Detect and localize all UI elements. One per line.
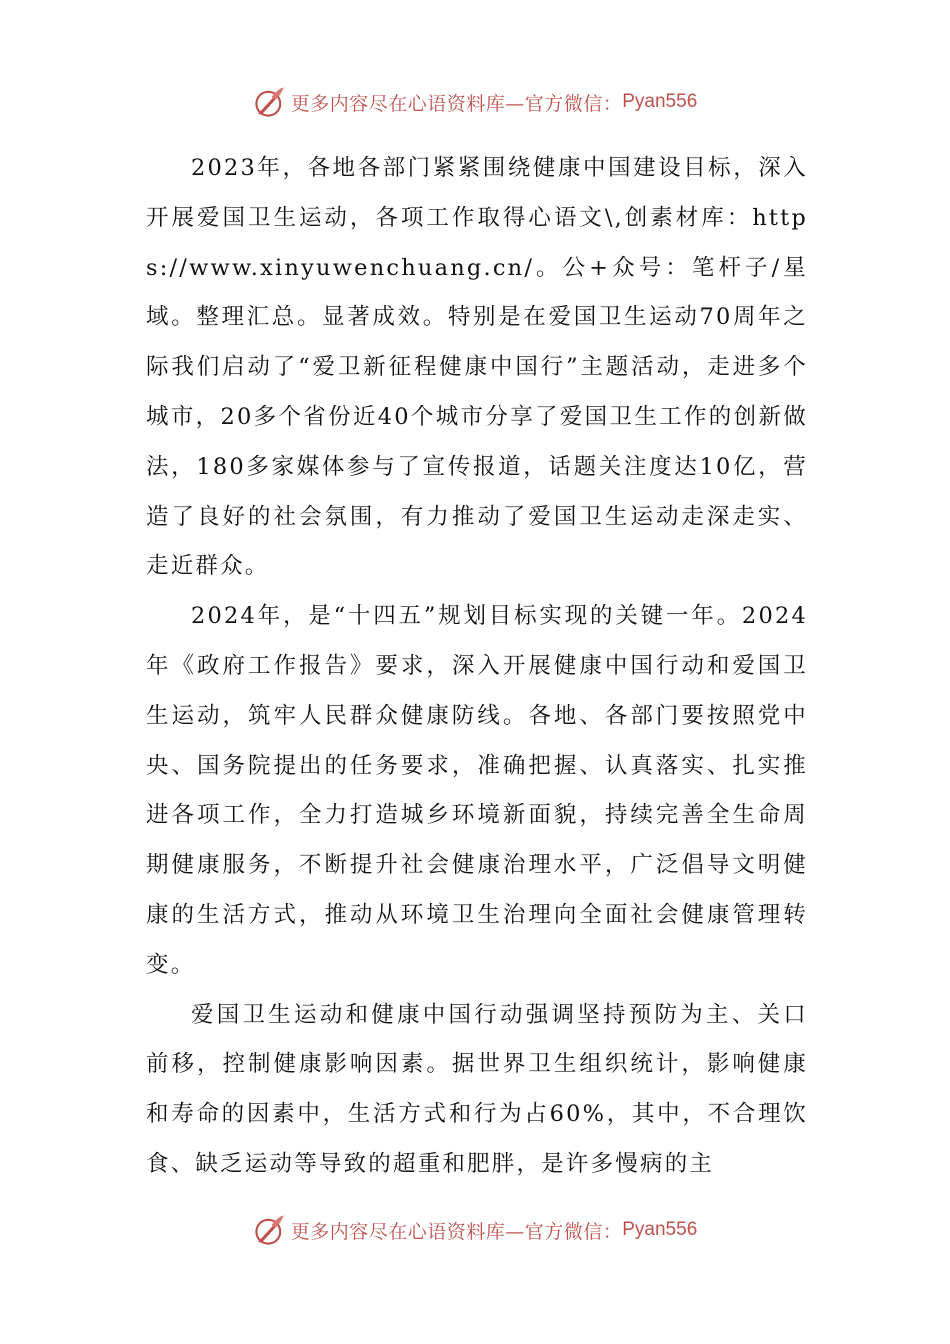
banner-text: 更多内容尽在心语资料库—官方微信： [290,92,623,115]
header-banner [0,82,950,122]
document-body [146,144,808,1190]
quill-logo-icon [253,85,287,119]
wechat-id: Pyan556 [622,1219,698,1240]
wechat-id: Pyan556 [622,91,698,112]
banner-text: 更多内容尽在心语资料库—官方微信： [290,1220,623,1243]
quill-logo-icon [253,1213,287,1247]
paragraph-2: 2024年，是“十四五”规划目标实现的关键一年。2024年《政府工作报告》要求，深入开展健康中国行动和爱国卫生运动，筑牢人民群众健康防线。各地、各部门要按照党中央、国务院提出的任务要求，准确把握、认真落实、扎实推进各项工作，全力打造城乡环境新面貌，持续完善全生命周期健康服务，不断提升社会健康治理水平，广泛倡导文明健康的生活方式，推动从环境卫生治理向全面社会健康管理转变。 [146,603,808,978]
paragraph-1: 2023年，各地各部门紧紧围绕健康中国建设目标，深入开展爱国卫生运动，各项工作取得心语文\,创素材库：https://www.xinyuwenchuang.cn/。公+众号：笔杆子/星域。整理汇总。显著成效。特别是在爱国卫生运动70周年之际我们启动了“爱卫新征程健康中国行”主题活动，走进多个城市，20多个省份近40个城市分享了爱国卫生工作的创新做法，180多家媒体参与了宣传报道，话题关注度达10亿，营造了良好的社会氛围，有力推动了爱国卫生运动走深走实、走近群众。 [146,155,808,580]
footer-banner [0,1210,950,1250]
paragraph-3: 爱国卫生运动和健康中国行动强调坚持预防为主、关口前移，控制健康影响因素。据世界卫生组织统计，影响健康和寿命的因素中，生活方式和行为占60%，其中，不合理饮食、缺乏运动等导致的超重和肥胖，是许多慢病的主 [146,1001,808,1177]
